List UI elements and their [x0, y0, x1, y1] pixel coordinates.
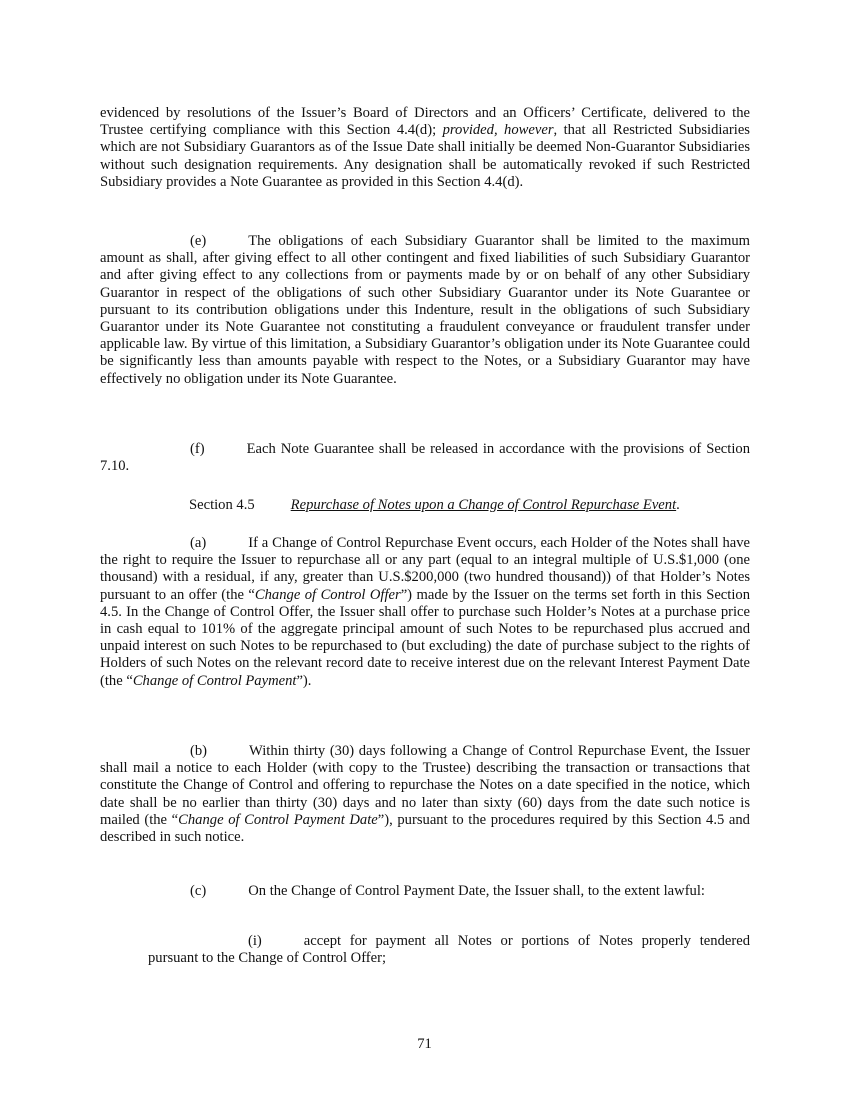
- section-heading: [189, 497, 680, 514]
- paragraph-d-italic: provided, however: [442, 122, 554, 139]
- list-item-i-label: (i): [248, 933, 262, 949]
- paragraph-c-label: (c): [190, 883, 207, 899]
- paragraph-d-text-1: evidenced by resolutions of the Issuer’s Board of Directors and an Officers’ Certificate, delivered to the Trustee certifying compliance with this Section 4.4(d);: [100, 105, 750, 139]
- paragraph-a-text-3: ”).: [296, 672, 312, 689]
- paragraph-d-text-2: , that all Restricted Subsidiaries which are not Subsidiary Guarantors as of the Issue Date shall initially be deemed Non-Guarantor Subsidiaries without such designation requirements. Any designation shall be automatically revoked if such Restricted Subsidiary provides a Note Guarantee as provided in this Section 4.4(d).: [100, 122, 750, 190]
- list-item-i: [148, 933, 750, 967]
- defined-term-change-of-control-payment: Change of Control Payment: [132, 672, 297, 689]
- paragraph-b-text-1: Within thirty (30) days following a Change of Control Repurchase Event, the Issuer shall mail a notice to each Holder (with copy to the Trustee) describing the transaction or transactions that constitute the Change of Control and offering to repurchase the Notes on a date specified in the notice, which date shall be no earlier than thirty (30) days and no later than sixty (60) days from the date such notice is mailed (the “: [100, 743, 750, 828]
- section-title: Repurchase of Notes upon a Change of Control Repurchase Event: [290, 497, 677, 513]
- paragraph-f-label: (f): [190, 441, 205, 457]
- paragraph-c-text: On the Change of Control Payment Date, the Issuer shall, to the extent lawful:: [248, 883, 705, 899]
- paragraph-f: [100, 441, 750, 475]
- section-title-period: .: [676, 497, 680, 513]
- list-item-i-text: accept for payment all Notes or portions of Notes properly tendered pursuant to the Change of Control Offer;: [148, 933, 750, 967]
- paragraph-a: [100, 535, 750, 690]
- paragraph-d-continuation: [100, 105, 750, 191]
- paragraph-c: [100, 883, 750, 900]
- paragraph-a-text-2: ”) made by the Issuer on the terms set forth in this Section 4.5. In the Change of Control Offer, the Issuer shall offer to purchase such Holder’s Notes at a purchase price in cash equal to 101% of the aggregate principal amount of such Notes to be repurchased plus accrued and unpaid interest on such Notes to be repurchased to (but excluding) the date of purchase subject to the rights of Holders of such Notes on the relevant record date to receive interest due on the relevant Interest Payment Date (the “: [100, 586, 750, 689]
- paragraph-a-text-1: If a Change of Control Repurchase Event occurs, each Holder of the Notes shall have the right to require the Issuer to repurchase all or any part (equal to an integral multiple of U.S.$1,000 (one thousand) with a residual, if any, greater than U.S.$200,000 (two hundred thousand)) of that Holder’s Notes pursuant to an offer (the “: [100, 535, 750, 603]
- page-number: 71: [417, 1036, 432, 1052]
- paragraph-f-text: Each Note Guarantee shall be released in accordance with the provisions of Section 7.10.: [100, 441, 750, 475]
- section-number: Section 4.5: [189, 497, 255, 513]
- defined-term-change-of-control-payment-date: Change of Control Payment Date: [178, 811, 378, 828]
- paragraph-e: [100, 233, 750, 388]
- paragraph-e-label: (e): [190, 233, 207, 249]
- paragraph-b: [100, 743, 750, 846]
- defined-term-change-of-control-offer: Change of Control Offer: [254, 586, 401, 603]
- paragraph-a-label: (a): [190, 535, 207, 551]
- paragraph-b-text-2: ”), pursuant to the procedures required by this Section 4.5 and described in such notice.: [100, 811, 750, 846]
- paragraph-e-text: The obligations of each Subsidiary Guarantor shall be limited to the maximum amount as shall, after giving effect to all other contingent and fixed liabilities of such Subsidiary Guarantor and after giving effect to any collections from or payments made by or on behalf of any other Subsidiary Guarantor in respect of the obligations of such other Subsidiary Guarantor under its Note Guarantee or pursuant to its contribution obligations under this Indenture, result in the obligations of such Subsidiary Guarantor under its Note Guarantee not constituting a fraudulent conveyance or fraudulent transfer under applicable law. By virtue of this limitation, a Subsidiary Guarantor’s obligation under its Note Guarantee could be significantly less than amounts payable with respect to the Notes, or a Subsidiary Guarantor may have effectively no obligation under its Note Guarantee.: [100, 233, 750, 387]
- paragraph-b-label: (b): [190, 743, 208, 759]
